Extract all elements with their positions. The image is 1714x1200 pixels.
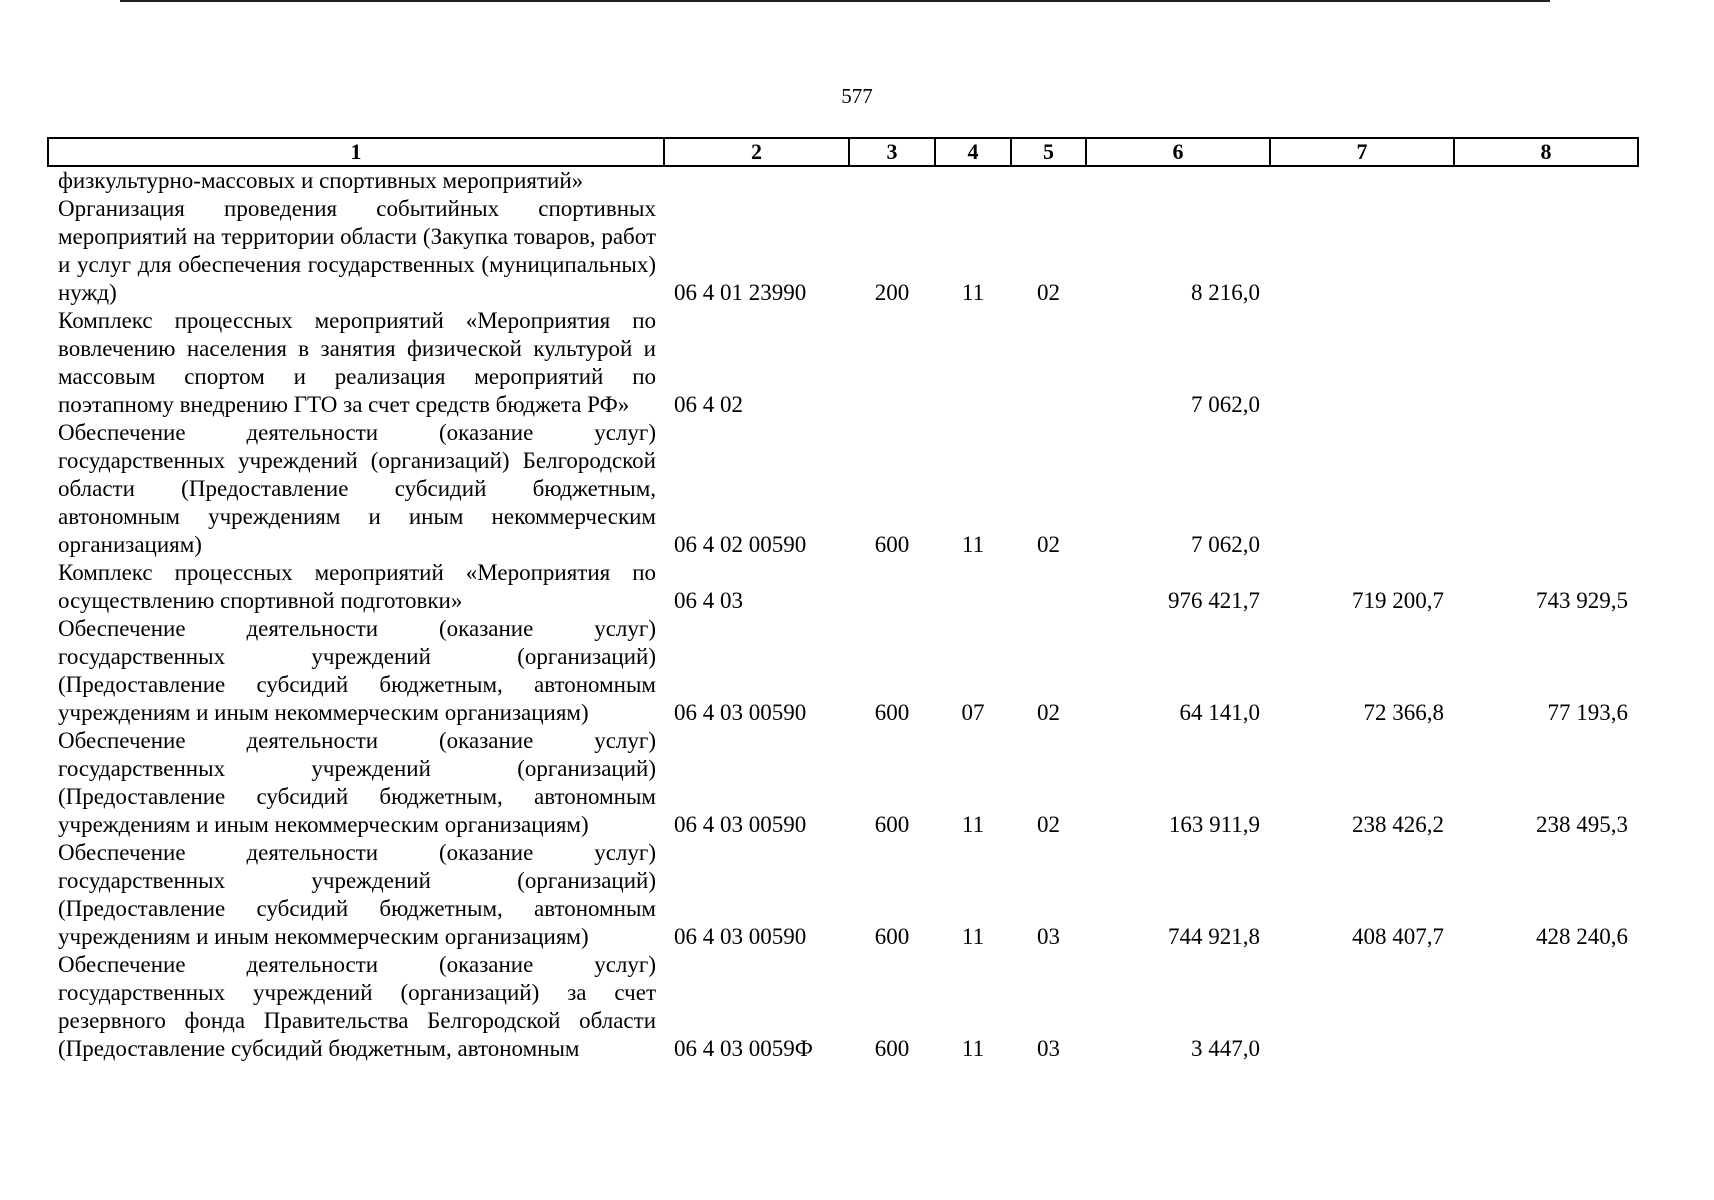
row-col5: 02 xyxy=(1037,812,1060,837)
top-border-line xyxy=(120,0,1550,2)
budget-table xyxy=(47,137,1639,1063)
row-description: Комплекс процессных мероприятий «Мероприятия по вовлечению населения в занятия физической культурой и массовым спортом и реализация мероприятий по поэтапному внедрению ГТО за счет средств бюджета РФ» xyxy=(58,308,656,417)
row-col4: 11 xyxy=(961,812,985,837)
row-code: 06 4 01 23990 xyxy=(674,280,807,305)
row-col8 xyxy=(1454,419,1638,559)
row-col8 xyxy=(1454,307,1638,419)
row-col8 xyxy=(1454,951,1638,1063)
row-col3 xyxy=(849,559,935,615)
row-col7: 408 407,7 xyxy=(1352,924,1444,949)
row-col7 xyxy=(1270,195,1454,307)
row-description: Обеспечение деятельности (оказание услуг) государственных учреждений (организаций) (Предоставление субсидий бюджетным, автономным учреждениям и иным некоммерческим организациям) xyxy=(58,840,656,949)
row-code: 06 4 02 00590 xyxy=(674,532,807,557)
row-col8 xyxy=(1454,195,1638,307)
row-description: Комплекс процессных мероприятий «Мероприятия по осуществлению спортивной подготовки» xyxy=(58,560,656,613)
row-col5: 02 xyxy=(1037,700,1060,725)
row-col6: 976 421,7 xyxy=(1168,588,1260,613)
table-header-row xyxy=(48,138,1638,166)
row-col4 xyxy=(935,166,1011,195)
table-row xyxy=(48,419,1638,559)
row-col5 xyxy=(1011,307,1086,419)
row-code xyxy=(664,166,849,195)
row-col7 xyxy=(1270,419,1454,559)
row-col7: 238 426,2 xyxy=(1352,812,1444,837)
row-col5: 03 xyxy=(1037,1036,1060,1061)
row-col6: 7 062,0 xyxy=(1191,392,1260,417)
row-col5 xyxy=(1011,166,1086,195)
row-description: Организация проведения событийных спортивных мероприятий на территории области (Закупка товаров, работ и услуг для обеспечения государственных (муниципальных) нужд) xyxy=(58,196,656,305)
row-col3 xyxy=(849,307,935,419)
table-row xyxy=(48,839,1638,951)
row-col3: 600 xyxy=(874,924,910,949)
row-col5 xyxy=(1011,559,1086,615)
col-header-5: 5 xyxy=(1011,138,1086,166)
row-description: Обеспечение деятельности (оказание услуг) государственных учреждений (организаций) (Предоставление субсидий бюджетным, автономным учреждениям и иным некоммерческим организациям) xyxy=(58,616,656,725)
row-col4: 07 xyxy=(961,700,985,725)
row-col8 xyxy=(1454,166,1638,195)
row-col5: 02 xyxy=(1037,532,1060,557)
col-header-1: 1 xyxy=(48,138,664,166)
page-number: 577 xyxy=(841,84,873,108)
row-col4 xyxy=(935,559,1011,615)
row-col8: 238 495,3 xyxy=(1536,812,1628,837)
row-code: 06 4 03 00590 xyxy=(674,812,807,837)
row-col6: 64 141,0 xyxy=(1179,700,1260,725)
row-col3: 600 xyxy=(874,812,910,837)
table-row xyxy=(48,615,1638,727)
col-header-4: 4 xyxy=(935,138,1011,166)
table-row xyxy=(48,307,1638,419)
row-col3: 600 xyxy=(874,700,910,725)
row-col8: 428 240,6 xyxy=(1536,924,1628,949)
row-description: Обеспечение деятельности (оказание услуг) государственных учреждений (организаций) за счет резервного фонда Правительства Белгородской области (Предоставление субсидий бюджетным, автономным xyxy=(58,952,656,1061)
row-col3: 200 xyxy=(874,280,910,305)
row-col6: 163 911,9 xyxy=(1168,812,1260,837)
row-col3 xyxy=(849,166,935,195)
col-header-7: 7 xyxy=(1270,138,1454,166)
row-description: Обеспечение деятельности (оказание услуг) государственных учреждений (организаций) Белгородской области (Предоставление субсидий бюджетным, автономным учреждениям и иным некоммерческим организациям) xyxy=(58,420,656,557)
col-header-6: 6 xyxy=(1086,138,1270,166)
row-col4: 11 xyxy=(961,924,985,949)
row-code: 06 4 03 0059Ф xyxy=(674,1036,813,1061)
row-description: Обеспечение деятельности (оказание услуг) государственных учреждений (организаций) (Предоставление субсидий бюджетным, автономным учреждениям и иным некоммерческим организациям) xyxy=(58,728,656,837)
row-col4: 11 xyxy=(961,532,985,557)
row-code: 06 4 03 00590 xyxy=(674,924,807,949)
row-col5: 03 xyxy=(1037,924,1060,949)
row-col4: 11 xyxy=(961,1036,985,1061)
row-col4 xyxy=(935,307,1011,419)
row-col3: 600 xyxy=(874,1036,910,1061)
table-row xyxy=(48,951,1638,1063)
row-code: 06 4 03 xyxy=(674,588,743,613)
col-header-8: 8 xyxy=(1454,138,1638,166)
row-col6 xyxy=(1086,166,1270,195)
row-col6: 744 921,8 xyxy=(1168,924,1260,949)
table-row xyxy=(48,195,1638,307)
row-col4: 11 xyxy=(961,280,985,305)
col-header-3: 3 xyxy=(849,138,935,166)
row-col7 xyxy=(1270,951,1454,1063)
row-col6: 7 062,0 xyxy=(1191,532,1260,557)
row-col6: 3 447,0 xyxy=(1191,1036,1260,1061)
row-col7: 72 366,8 xyxy=(1363,700,1444,725)
row-col7 xyxy=(1270,166,1454,195)
row-code: 06 4 02 xyxy=(674,392,743,417)
col-header-2: 2 xyxy=(664,138,849,166)
row-col6: 8 216,0 xyxy=(1191,280,1260,305)
row-col8: 743 929,5 xyxy=(1536,588,1628,613)
table-row xyxy=(48,727,1638,839)
row-col7: 719 200,7 xyxy=(1352,588,1444,613)
table-row xyxy=(48,166,1638,195)
row-col3: 600 xyxy=(874,532,910,557)
row-col5: 02 xyxy=(1037,280,1060,305)
row-code: 06 4 03 00590 xyxy=(674,700,807,725)
row-col7 xyxy=(1270,307,1454,419)
row-description: физкультурно-массовых и спортивных мероприятий» xyxy=(58,168,584,193)
row-col8: 77 193,6 xyxy=(1547,700,1628,725)
table-row xyxy=(48,559,1638,615)
